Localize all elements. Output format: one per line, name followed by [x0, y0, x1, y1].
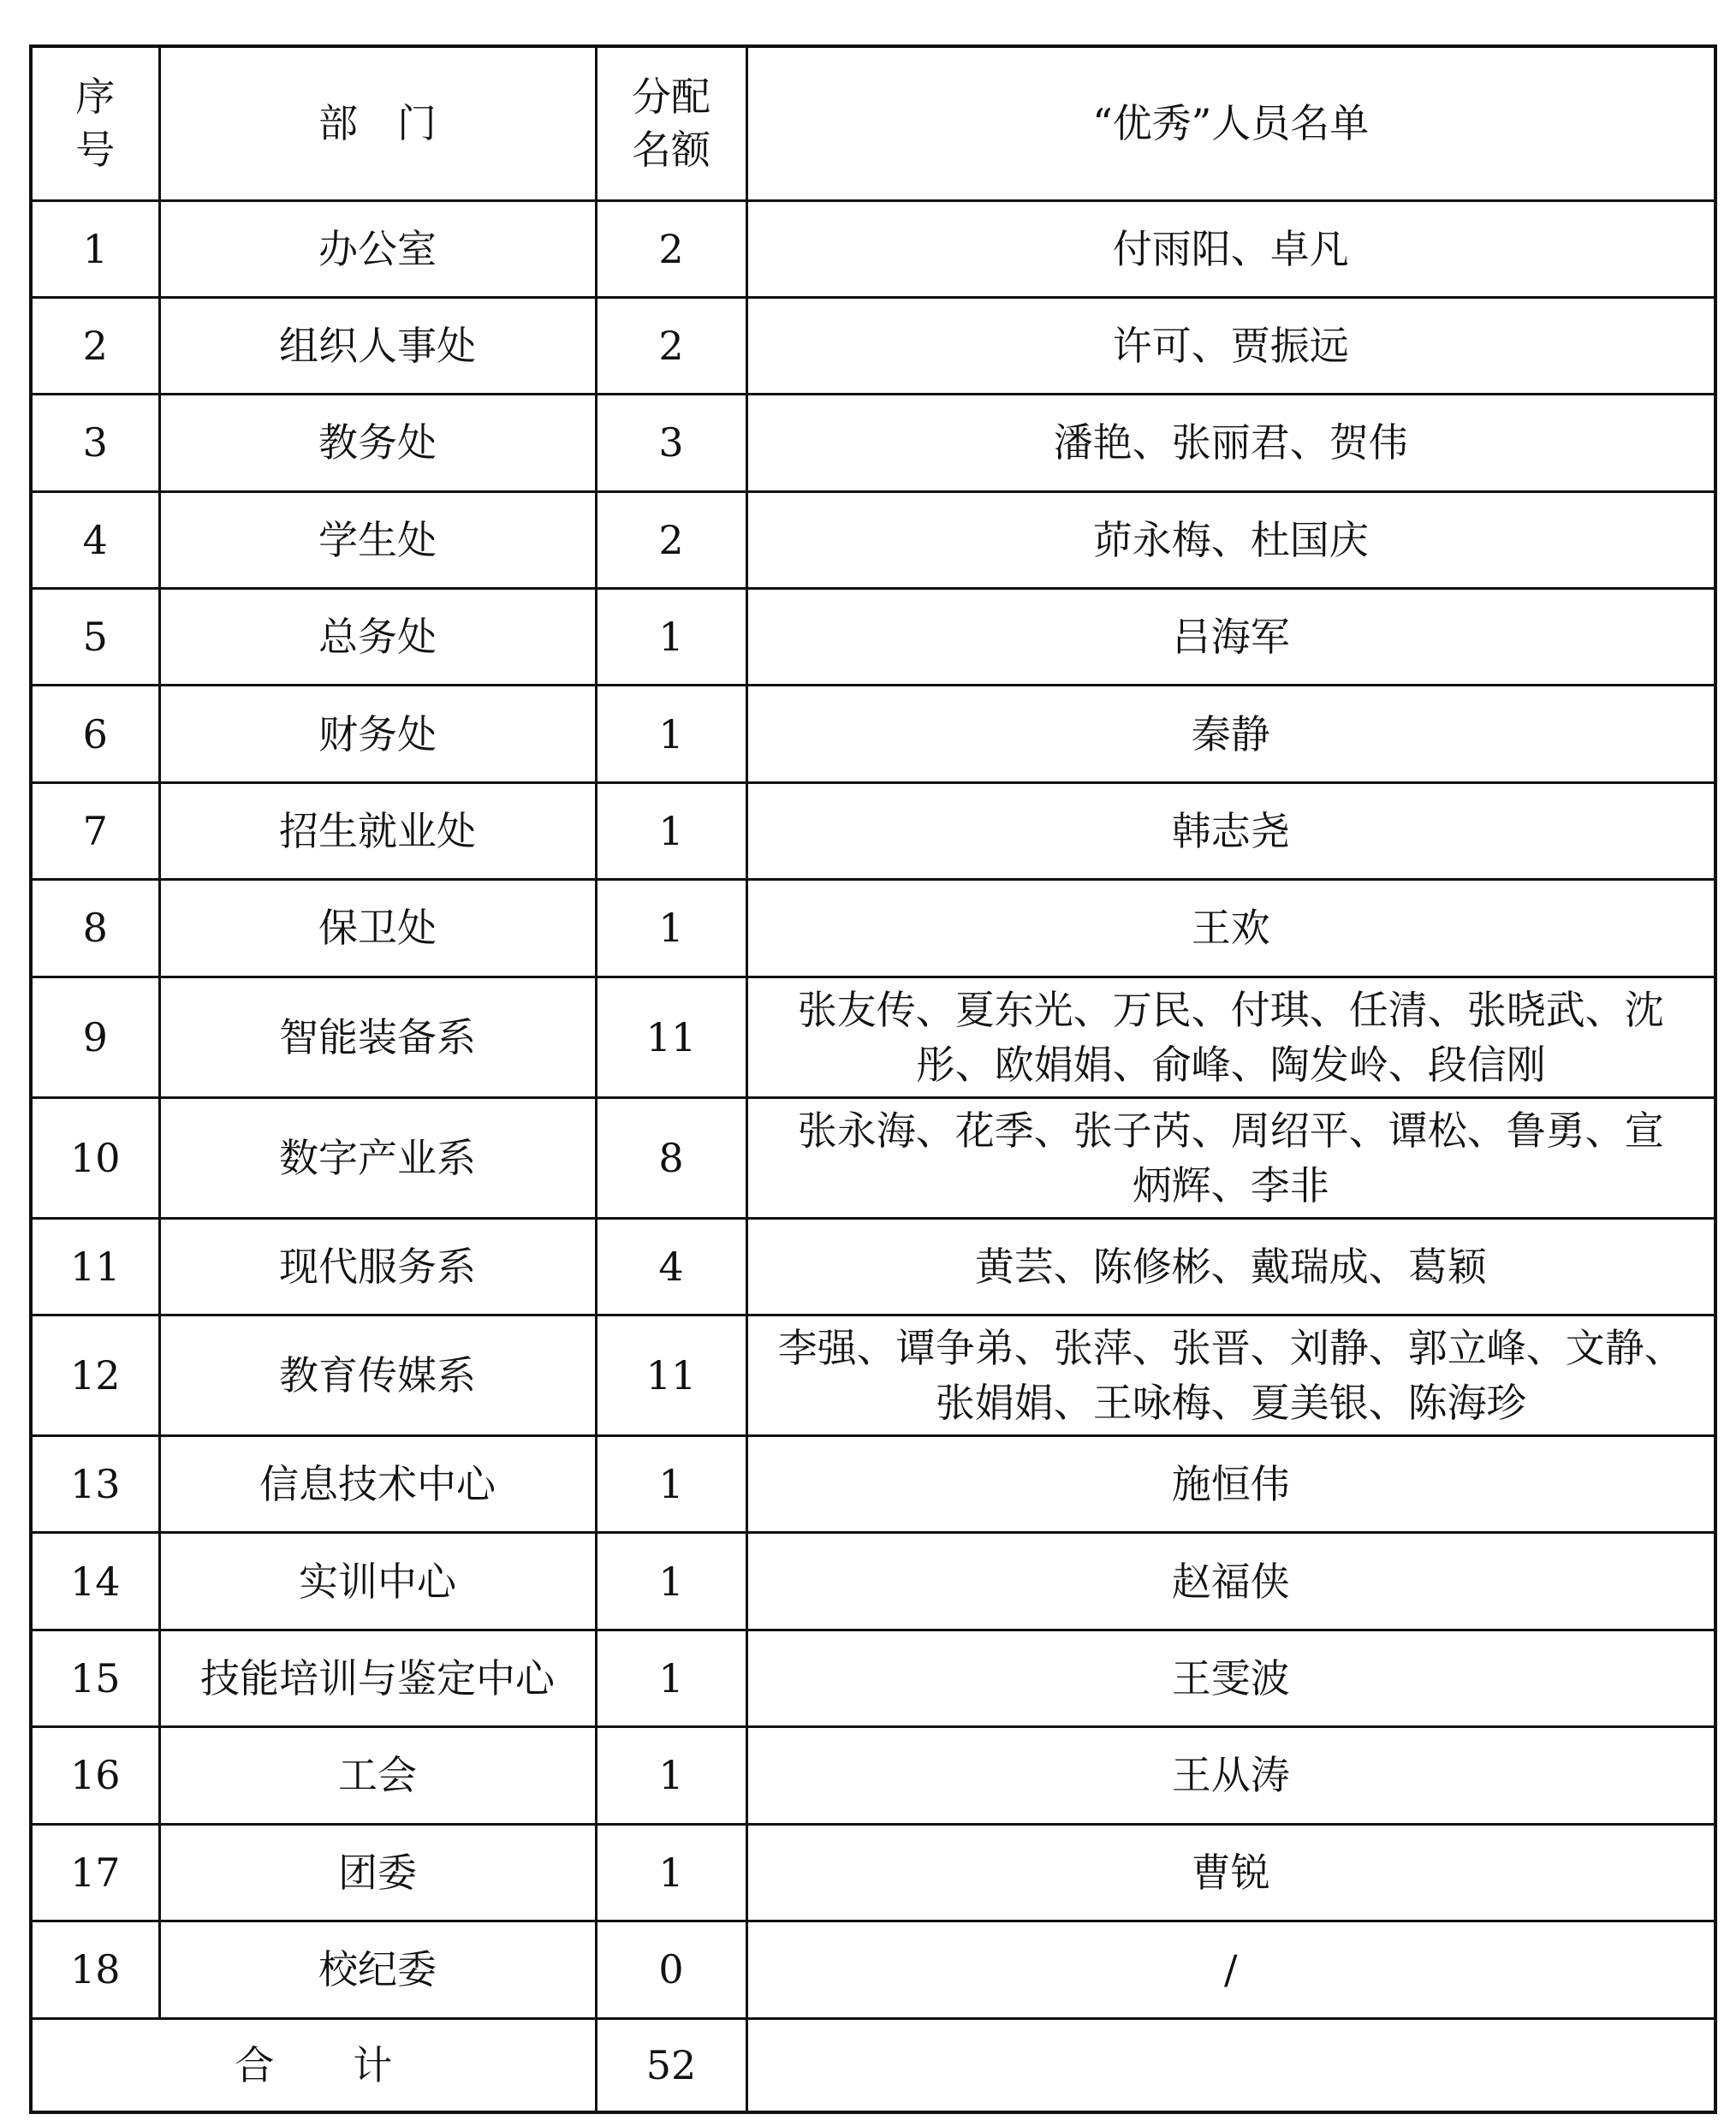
table-row: [31, 1727, 1715, 1824]
row-names: [746, 1630, 1715, 1726]
table-row: [31, 1533, 1715, 1630]
table-row: [31, 200, 1715, 297]
row-names: [746, 977, 1715, 1097]
row-names: [746, 200, 1715, 297]
row-quota: 1: [596, 782, 746, 879]
row-names: [746, 297, 1715, 394]
row-names-line: 潘艳、张丽君、贺伟: [1053, 419, 1408, 466]
row-dept: 校纪委: [159, 1921, 596, 2018]
header-quota-line1: 分配: [632, 74, 710, 121]
row-dept: 数字产业系: [159, 1097, 596, 1218]
row-seq: 17: [31, 1824, 159, 1921]
row-quota: 1: [596, 1630, 746, 1726]
row-names-line: 张永海、花季、张子芮、周绍平、谭松、鲁勇、宣: [797, 1107, 1664, 1154]
row-quota: 11: [596, 977, 746, 1097]
row-names: [746, 880, 1715, 977]
table-row: [31, 1435, 1715, 1532]
row-seq: 5: [31, 589, 159, 686]
excellent-staff-table: [29, 45, 1717, 2114]
row-quota: 4: [596, 1218, 746, 1315]
row-names: [746, 686, 1715, 782]
row-dept: 财务处: [159, 686, 596, 782]
row-names-line: 曹锐: [1191, 1849, 1270, 1896]
row-seq: 10: [31, 1097, 159, 1218]
row-dept: 总务处: [159, 589, 596, 686]
row-quota: 11: [596, 1315, 746, 1435]
row-seq: 1: [31, 200, 159, 297]
row-dept: 保卫处: [159, 880, 596, 977]
row-seq: 12: [31, 1315, 159, 1435]
header-quota-line2: 名额: [632, 127, 710, 174]
row-dept: 招生就业处: [159, 782, 596, 879]
row-names: [746, 1315, 1715, 1435]
row-names-line: 秦静: [1191, 710, 1270, 757]
row-names-line: 赵福侠: [1171, 1558, 1290, 1605]
row-seq: 9: [31, 977, 159, 1097]
row-dept: 教育传媒系: [159, 1315, 596, 1435]
row-quota: 1: [596, 1824, 746, 1921]
row-seq: 11: [31, 1218, 159, 1315]
table-row: [31, 686, 1715, 782]
row-quota: 1: [596, 880, 746, 977]
row-names-line: 韩志尧: [1171, 808, 1290, 855]
row-quota: 1: [596, 1435, 746, 1532]
row-names: [746, 1824, 1715, 1921]
row-quota: 3: [596, 395, 746, 491]
header-dept: 部 门: [159, 46, 596, 200]
row-seq: 6: [31, 686, 159, 782]
row-seq: 18: [31, 1921, 159, 2018]
row-names: [746, 1097, 1715, 1218]
row-names-line: 茆永梅、杜国庆: [1092, 516, 1369, 563]
row-names-line: 施恒伟: [1171, 1461, 1290, 1508]
row-names-line: 炳辉、李非: [1132, 1161, 1329, 1208]
table-row: [31, 1824, 1715, 1921]
row-names-line: 王从涛: [1171, 1752, 1290, 1799]
table-row: [31, 395, 1715, 491]
row-dept: 现代服务系: [159, 1218, 596, 1315]
row-names-line: 李强、谭争弟、张萍、张晋、刘静、郭立峰、文静、: [777, 1324, 1684, 1371]
row-dept: 实训中心: [159, 1533, 596, 1630]
header-seq: [31, 46, 159, 200]
row-quota: 0: [596, 1921, 746, 2018]
row-names-line: 王欢: [1191, 905, 1270, 952]
table-row: [31, 589, 1715, 686]
row-dept: 信息技术中心: [159, 1435, 596, 1532]
row-dept: 工会: [159, 1727, 596, 1824]
row-quota: 1: [596, 1727, 746, 1824]
table-row: [31, 297, 1715, 394]
row-seq: 2: [31, 297, 159, 394]
row-quota: 2: [596, 200, 746, 297]
row-dept: 组织人事处: [159, 297, 596, 394]
header-quota: [596, 46, 746, 200]
row-seq: 3: [31, 395, 159, 491]
total-row: [31, 2018, 1715, 2112]
row-names: [746, 1921, 1715, 2018]
row-names-line: /: [1224, 1946, 1238, 1993]
row-seq: 8: [31, 880, 159, 977]
row-names-line: 吕海军: [1171, 614, 1290, 661]
row-names-line: 张友传、夏东光、万民、付琪、任清、张晓武、沈: [797, 986, 1664, 1033]
table-row: [31, 1315, 1715, 1435]
row-seq: 14: [31, 1533, 159, 1630]
table-row: [31, 880, 1715, 977]
total-label: 合 计: [31, 2018, 596, 2112]
table-row: [31, 491, 1715, 588]
total-quota: 52: [596, 2018, 746, 2112]
header-seq-line1: 序: [75, 74, 116, 121]
row-names: [746, 1435, 1715, 1532]
row-seq: 15: [31, 1630, 159, 1726]
header-names: “优秀”人员名单: [746, 46, 1715, 200]
row-quota: 1: [596, 1533, 746, 1630]
row-names: [746, 1533, 1715, 1630]
row-names-line: 付雨阳、卓凡: [1112, 225, 1349, 272]
row-names: [746, 491, 1715, 588]
row-seq: 4: [31, 491, 159, 588]
table-row: [31, 1921, 1715, 2018]
row-dept: 智能装备系: [159, 977, 596, 1097]
table-row: [31, 1630, 1715, 1726]
row-quota: 1: [596, 686, 746, 782]
row-names-line: 彤、欧娟娟、俞峰、陶发岭、段信刚: [915, 1041, 1546, 1088]
total-names: [746, 2018, 1715, 2112]
row-quota: 1: [596, 589, 746, 686]
header-seq-line2: 号: [75, 127, 116, 174]
row-seq: 13: [31, 1435, 159, 1532]
row-dept: 学生处: [159, 491, 596, 588]
row-names: [746, 589, 1715, 686]
table-row: [31, 1218, 1715, 1315]
row-dept: 教务处: [159, 395, 596, 491]
row-quota: 2: [596, 297, 746, 394]
row-dept: 技能培训与鉴定中心: [159, 1630, 596, 1726]
row-names-line: 黄芸、陈修彬、戴瑞成、葛颖: [974, 1243, 1487, 1290]
row-names: [746, 1218, 1715, 1315]
row-quota: 2: [596, 491, 746, 588]
row-seq: 7: [31, 782, 159, 879]
row-seq: 16: [31, 1727, 159, 1824]
row-dept: 团委: [159, 1824, 596, 1921]
row-quota: 8: [596, 1097, 746, 1218]
row-names-line: 许可、贾振远: [1112, 323, 1349, 370]
table-row: [31, 977, 1715, 1097]
row-names-line: 王雯波: [1171, 1654, 1290, 1701]
row-names: [746, 782, 1715, 879]
table-body: [31, 200, 1715, 2018]
row-names-line: 张娟娟、王咏梅、夏美银、陈海珍: [935, 1379, 1526, 1426]
row-dept: 办公室: [159, 200, 596, 297]
table-row: [31, 782, 1715, 879]
table-row: [31, 1097, 1715, 1218]
row-names: [746, 395, 1715, 491]
table-header-row: [31, 46, 1715, 200]
row-names: [746, 1727, 1715, 1824]
